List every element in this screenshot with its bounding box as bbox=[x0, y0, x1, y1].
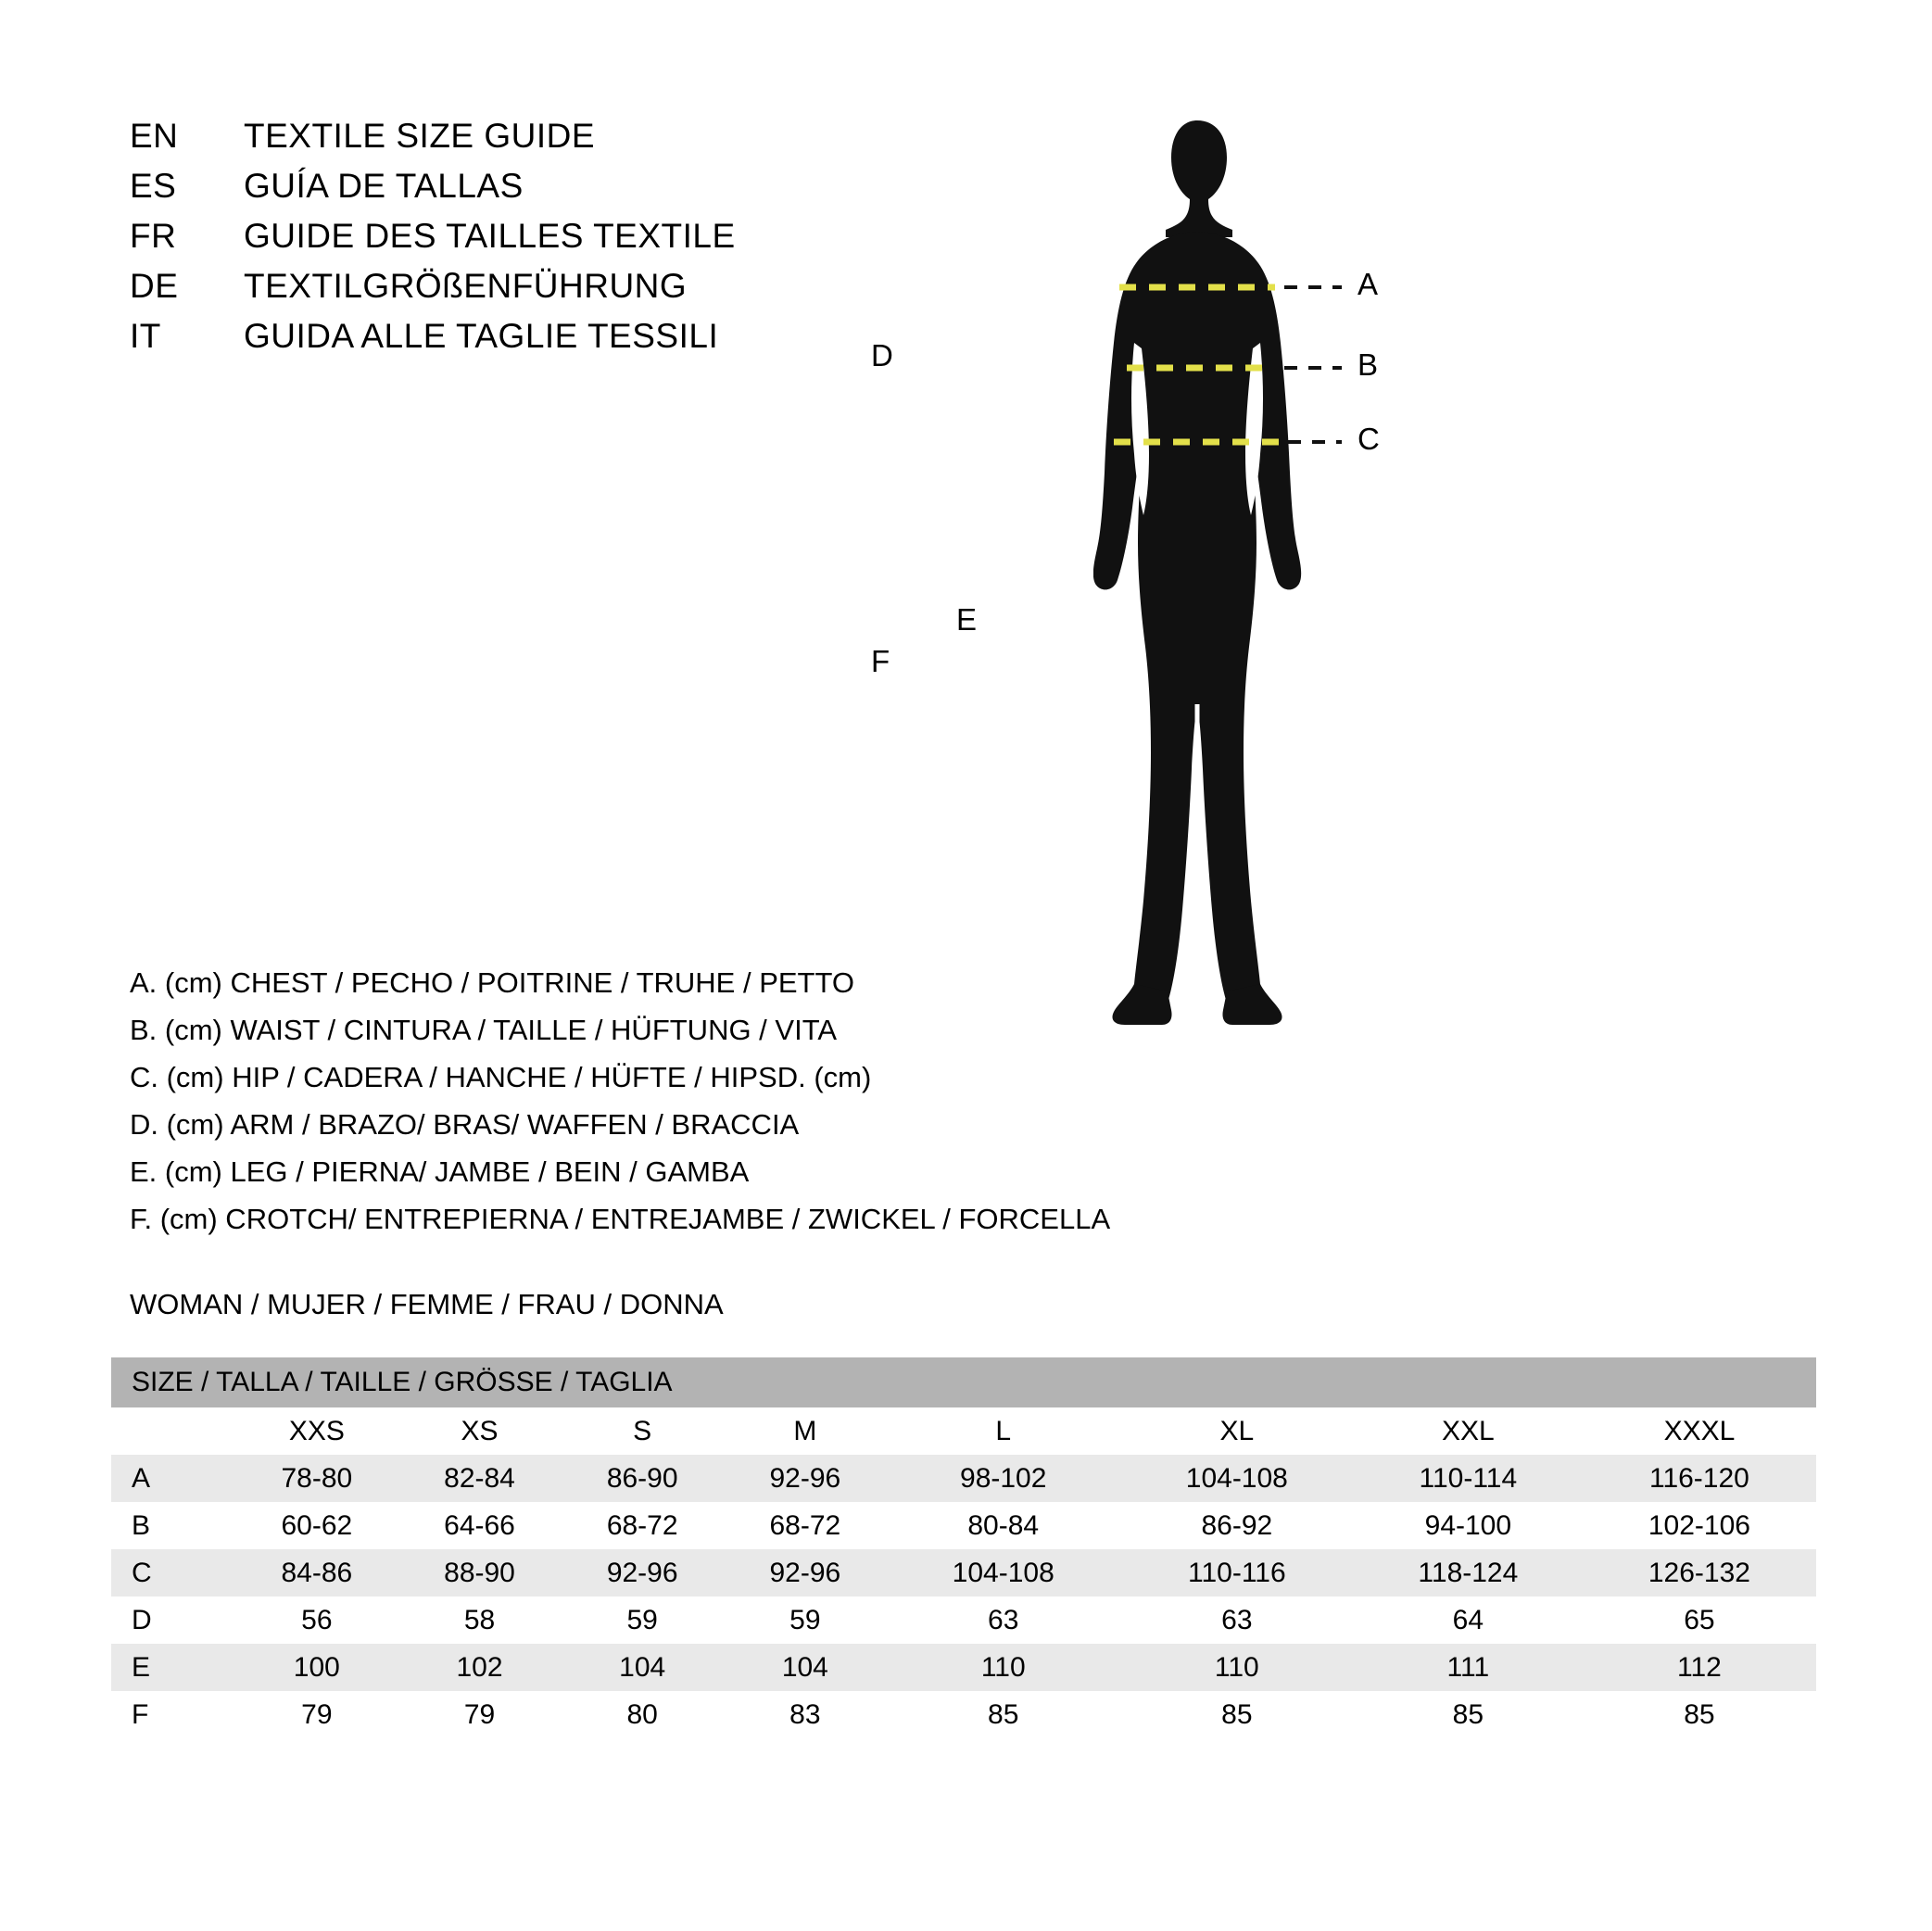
size-col-s: S bbox=[561, 1407, 724, 1455]
cell-a-xxs: 78-80 bbox=[235, 1455, 398, 1502]
cell-e-m: 104 bbox=[724, 1644, 887, 1691]
title-lang-de: DE bbox=[130, 267, 179, 305]
title-lang-fr: FR bbox=[130, 217, 177, 255]
cell-f-m: 83 bbox=[724, 1691, 887, 1738]
cell-a-m: 92-96 bbox=[724, 1455, 887, 1502]
measurement-diagram bbox=[871, 65, 1863, 1177]
table-row bbox=[111, 1691, 1816, 1738]
size-table-columns-row bbox=[111, 1407, 1816, 1455]
table-row bbox=[111, 1455, 1816, 1502]
cell-c-xl: 110-116 bbox=[1120, 1549, 1354, 1597]
dimension-label-f: F bbox=[871, 644, 890, 678]
size-col-xs: XS bbox=[398, 1407, 562, 1455]
table-row bbox=[111, 1597, 1816, 1644]
table-row bbox=[111, 1644, 1816, 1691]
dimension-label-d: D bbox=[871, 338, 893, 372]
legend-item-a: A. (cm) CHEST / PECHO / POITRINE / TRUHE / PETTO bbox=[130, 966, 854, 999]
title-block bbox=[130, 117, 890, 367]
size-col-m: M bbox=[724, 1407, 887, 1455]
cell-c-m: 92-96 bbox=[724, 1549, 887, 1597]
cell-d-xxl: 64 bbox=[1354, 1597, 1583, 1644]
size-table-title: SIZE / TALLA / TAILLE / GRÖSSE / TAGLIA bbox=[111, 1357, 1816, 1407]
size-col-xxxl: XXXL bbox=[1583, 1407, 1816, 1455]
row-label-a: A bbox=[111, 1455, 235, 1502]
dimension-label-e: E bbox=[956, 602, 978, 637]
title-row bbox=[130, 117, 890, 167]
row-label-d: D bbox=[111, 1597, 235, 1644]
title-lang-es: ES bbox=[130, 167, 177, 205]
cell-b-xs: 64-66 bbox=[398, 1502, 562, 1549]
cell-f-xxl: 85 bbox=[1354, 1691, 1583, 1738]
cell-d-xl: 63 bbox=[1120, 1597, 1354, 1644]
row-label-b: B bbox=[111, 1502, 235, 1549]
cell-c-xxl: 118-124 bbox=[1354, 1549, 1583, 1597]
size-table bbox=[111, 1357, 1816, 1738]
cell-e-s: 104 bbox=[561, 1644, 724, 1691]
cell-b-xxs: 60-62 bbox=[235, 1502, 398, 1549]
title-text-it: GUIDA ALLE TAGLIE TESSILI bbox=[244, 317, 719, 355]
cell-b-s: 68-72 bbox=[561, 1502, 724, 1549]
cell-a-xl: 104-108 bbox=[1120, 1455, 1354, 1502]
cell-d-xxs: 56 bbox=[235, 1597, 398, 1644]
cell-f-l: 85 bbox=[887, 1691, 1120, 1738]
gender-label: WOMAN / MUJER / FEMME / FRAU / DONNA bbox=[130, 1288, 724, 1320]
title-text-es: GUÍA DE TALLAS bbox=[244, 167, 524, 205]
cell-d-xxxl: 65 bbox=[1583, 1597, 1816, 1644]
cell-d-xs: 58 bbox=[398, 1597, 562, 1644]
cell-e-l: 110 bbox=[887, 1644, 1120, 1691]
cell-b-xxxl: 102-106 bbox=[1583, 1502, 1816, 1549]
cell-b-m: 68-72 bbox=[724, 1502, 887, 1549]
callout-label-b: B bbox=[1357, 347, 1379, 382]
cell-f-xl: 85 bbox=[1120, 1691, 1354, 1738]
row-label-c: C bbox=[111, 1549, 235, 1597]
cell-c-l: 104-108 bbox=[887, 1549, 1120, 1597]
title-row bbox=[130, 217, 890, 267]
cell-c-xxs: 84-86 bbox=[235, 1549, 398, 1597]
cell-e-xxxl: 112 bbox=[1583, 1644, 1816, 1691]
title-row bbox=[130, 167, 890, 217]
callout-label-c: C bbox=[1357, 422, 1380, 456]
table-row bbox=[111, 1502, 1816, 1549]
table-row bbox=[111, 1549, 1816, 1597]
size-col-xl: XL bbox=[1120, 1407, 1354, 1455]
cell-f-xs: 79 bbox=[398, 1691, 562, 1738]
title-text-de: TEXTILGRÖßENFÜHRUNG bbox=[244, 267, 688, 305]
cell-d-s: 59 bbox=[561, 1597, 724, 1644]
legend-item-b: B. (cm) WAIST / CINTURA / TAILLE / HÜFTUNG / VITA bbox=[130, 1014, 838, 1046]
cell-d-m: 59 bbox=[724, 1597, 887, 1644]
cell-e-xxl: 111 bbox=[1354, 1644, 1583, 1691]
title-row bbox=[130, 267, 890, 317]
legend-item-c: C. (cm) HIP / CADERA / HANCHE / HÜFTE / HIPSD. (cm) bbox=[130, 1061, 872, 1093]
cell-a-xxl: 110-114 bbox=[1354, 1455, 1583, 1502]
cell-f-xxxl: 85 bbox=[1583, 1691, 1816, 1738]
cell-e-xs: 102 bbox=[398, 1644, 562, 1691]
woman-silhouette-icon bbox=[1093, 120, 1301, 1025]
cell-c-s: 92-96 bbox=[561, 1549, 724, 1597]
cell-f-s: 80 bbox=[561, 1691, 724, 1738]
cell-c-xxxl: 126-132 bbox=[1583, 1549, 1816, 1597]
size-col-xxs: XXS bbox=[235, 1407, 398, 1455]
cell-b-xl: 86-92 bbox=[1120, 1502, 1354, 1549]
title-text-en: TEXTILE SIZE GUIDE bbox=[244, 117, 596, 155]
cell-b-l: 80-84 bbox=[887, 1502, 1120, 1549]
legend-item-d: D. (cm) ARM / BRAZO/ BRAS/ WAFFEN / BRACCIA bbox=[130, 1108, 800, 1141]
title-lang-it: IT bbox=[130, 317, 161, 355]
cell-a-xxxl: 116-120 bbox=[1583, 1455, 1816, 1502]
callout-leaders bbox=[1284, 287, 1342, 442]
legend-block bbox=[130, 959, 1195, 1243]
size-col-xxl: XXL bbox=[1354, 1407, 1583, 1455]
legend-item-e: E. (cm) LEG / PIERNA/ JAMBE / BEIN / GAMBA bbox=[130, 1155, 750, 1188]
size-table-corner bbox=[111, 1407, 235, 1455]
cell-a-xs: 82-84 bbox=[398, 1455, 562, 1502]
cell-c-xs: 88-90 bbox=[398, 1549, 562, 1597]
callout-label-a: A bbox=[1357, 267, 1379, 301]
title-row bbox=[130, 317, 890, 367]
cell-a-s: 86-90 bbox=[561, 1455, 724, 1502]
cell-f-xxs: 79 bbox=[235, 1691, 398, 1738]
cell-b-xxl: 94-100 bbox=[1354, 1502, 1583, 1549]
row-label-f: F bbox=[111, 1691, 235, 1738]
cell-a-l: 98-102 bbox=[887, 1455, 1120, 1502]
size-table-header-row bbox=[111, 1357, 1816, 1407]
title-text-fr: GUIDE DES TAILLES TEXTILE bbox=[244, 217, 736, 255]
cell-e-xxs: 100 bbox=[235, 1644, 398, 1691]
size-col-l: L bbox=[887, 1407, 1120, 1455]
title-lang-en: EN bbox=[130, 117, 179, 155]
legend-item-f: F. (cm) CROTCH/ ENTREPIERNA / ENTREJAMBE / ZWICKEL / FORCELLA bbox=[130, 1203, 1111, 1235]
cell-d-l: 63 bbox=[887, 1597, 1120, 1644]
cell-e-xl: 110 bbox=[1120, 1644, 1354, 1691]
row-label-e: E bbox=[111, 1644, 235, 1691]
